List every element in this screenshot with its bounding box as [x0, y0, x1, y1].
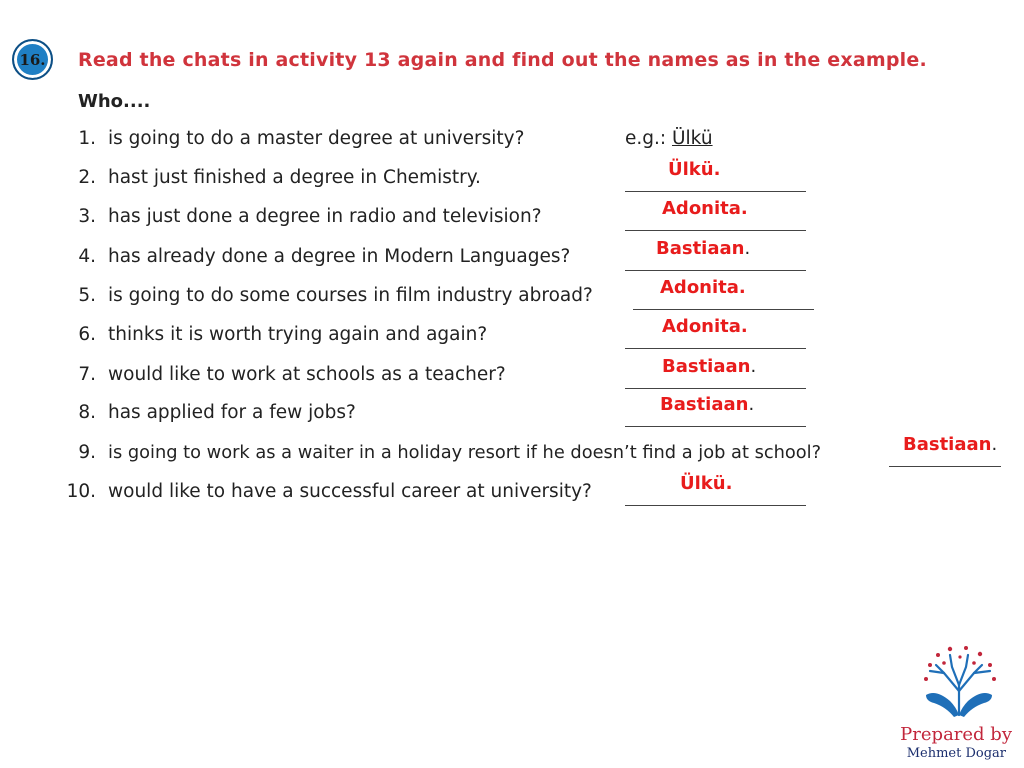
activity-instruction: Read the chats in activity 13 again and find out the names as in the example.: [78, 49, 927, 71]
question-number: 2.: [78, 167, 96, 188]
answer-text: [660, 394, 754, 415]
question-row-5: [0, 277, 1024, 315]
question-number: 7.: [78, 364, 96, 385]
question-row-3: [0, 198, 1024, 236]
question-row-1: [0, 128, 1024, 158]
question-text: is going to do a master degree at university?: [108, 128, 525, 149]
question-text: thinks it is worth trying again and again?: [108, 324, 488, 345]
question-text: has just done a degree in radio and television?: [108, 206, 542, 227]
answer-period: .: [991, 434, 998, 455]
question-number: 4.: [78, 246, 96, 267]
answer-name: Bastiaan: [656, 238, 745, 259]
question-text: has applied for a few jobs?: [108, 402, 356, 423]
question-row-2: [0, 159, 1024, 197]
question-row-4: [0, 238, 1024, 276]
tree-hands-logo-icon: [916, 643, 1002, 723]
answer-text: Adonita.: [662, 198, 748, 219]
answer-text: [662, 356, 756, 377]
example-name: Ülkü: [672, 128, 713, 149]
question-text: is going to work as a waiter in a holiday resort if he doesn’t find a job at school?: [108, 442, 822, 463]
question-text: hast just finished a degree in Chemistry.: [108, 167, 481, 188]
answer-period: .: [750, 356, 757, 377]
question-text: is going to do some courses in film industry abroad?: [108, 285, 593, 306]
answer-text: Adonita.: [662, 316, 748, 337]
credit-author: Mehmet Dogar: [906, 746, 1006, 761]
answer-text: Ülkü.: [668, 159, 721, 180]
answer-period: .: [744, 238, 751, 259]
question-row-6: [0, 316, 1024, 354]
question-row-8: [0, 394, 1024, 432]
question-number: 1.: [78, 128, 96, 149]
example-answer: [625, 128, 713, 149]
question-number: 9.: [78, 442, 96, 463]
question-row-10: [0, 473, 1024, 511]
answer-text: [656, 238, 750, 259]
answer-name: Bastiaan: [903, 434, 992, 455]
answer-text: [903, 434, 997, 455]
question-text: would like to work at schools as a teacher?: [108, 364, 506, 385]
answer-name: Bastiaan: [662, 356, 751, 377]
activity-number: 16.: [19, 50, 46, 69]
question-row-9: [0, 434, 1024, 472]
answer-text: Adonita.: [660, 277, 746, 298]
credit-prepared-by: Prepared by: [900, 724, 1012, 745]
answer-period: .: [748, 394, 755, 415]
question-number: 5.: [78, 285, 96, 306]
question-text: would like to have a successful career at university?: [108, 481, 592, 502]
activity-number-badge: [12, 39, 53, 80]
answer-text: Ülkü.: [680, 473, 733, 494]
question-number: 6.: [78, 324, 96, 345]
question-number: 10.: [66, 481, 96, 502]
lead-text: Who....: [78, 91, 151, 112]
question-text: has already done a degree in Modern Languages?: [108, 246, 571, 267]
question-row-7: [0, 356, 1024, 394]
answer-name: Bastiaan: [660, 394, 749, 415]
example-prefix: e.g.:: [625, 128, 672, 149]
question-number: 8.: [78, 402, 96, 423]
question-number: 3.: [78, 206, 96, 227]
